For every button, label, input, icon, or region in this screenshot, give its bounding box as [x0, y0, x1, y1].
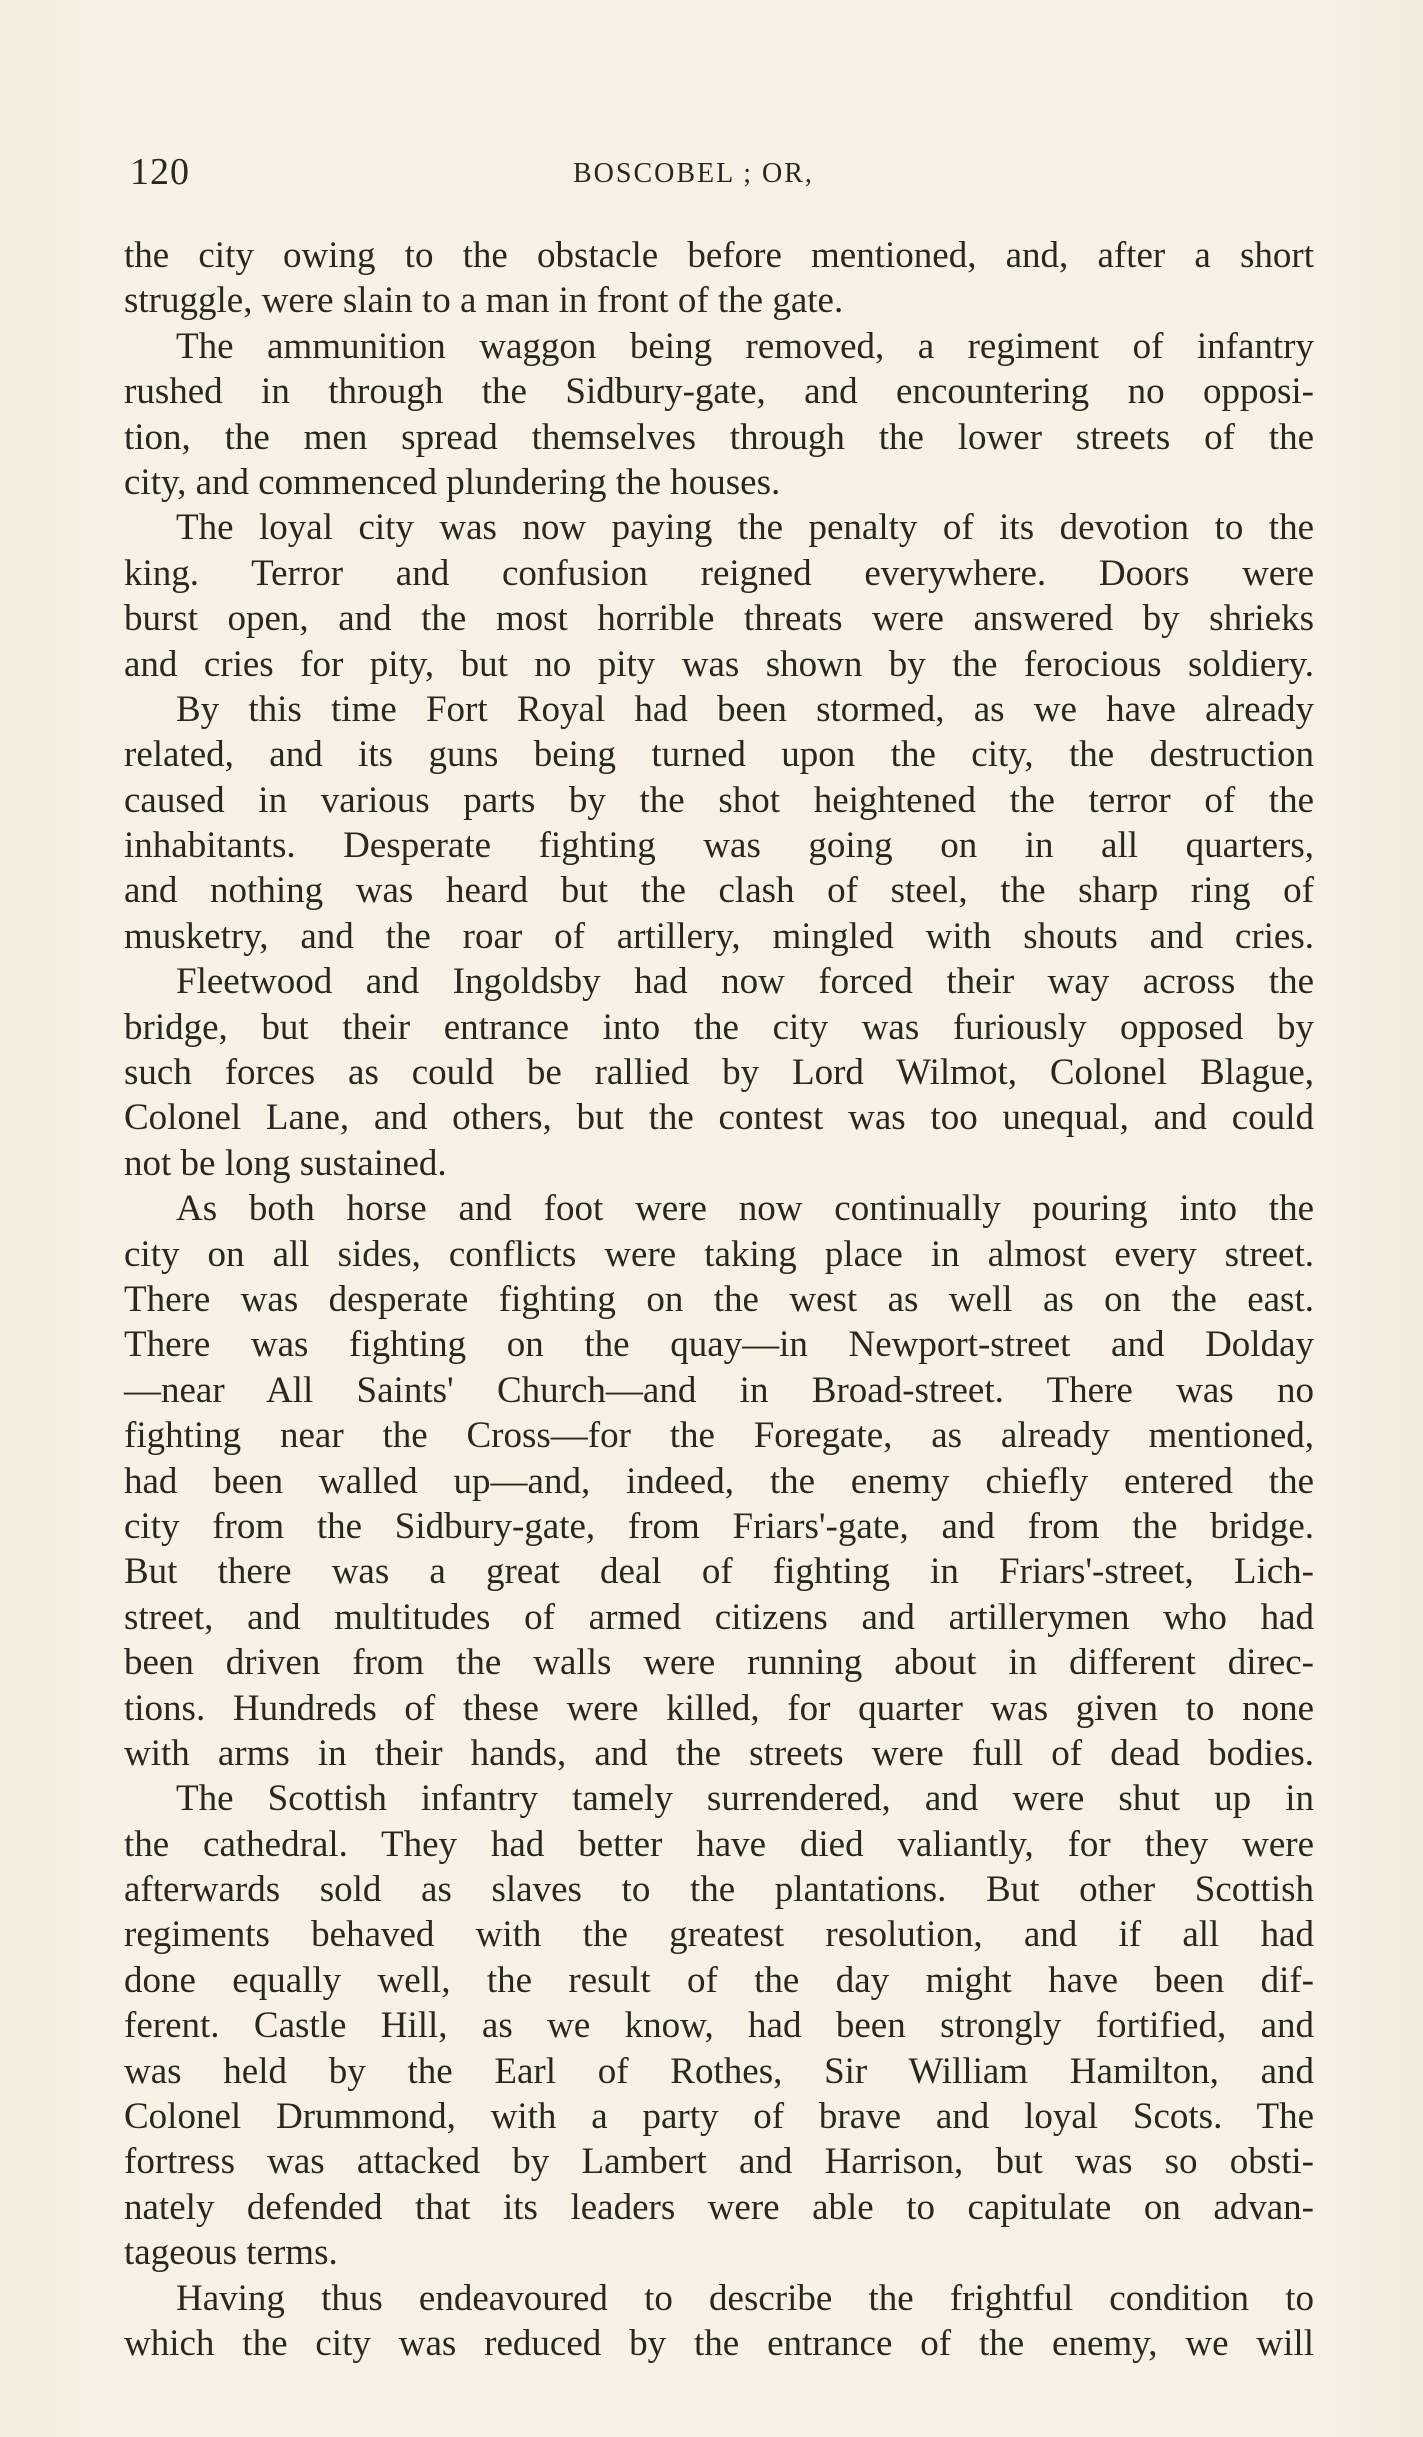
text-line: —near All Saints' Church—and in Broad-street. There was no: [124, 1369, 1314, 1411]
text-line: king. Terror and confusion reigned everywhere. Doors were: [124, 552, 1314, 594]
text-line: which the city was reduced by the entrance of the enemy, we will: [124, 2322, 1314, 2364]
text-line: rushed in through the Sidbury-gate, and encountering no opposi-: [124, 371, 1314, 413]
text-line: There was fighting on the quay—in Newport-street and Dolday: [124, 1324, 1314, 1366]
text-line: There was desperate fighting on the west as well as on the east.: [124, 1278, 1314, 1320]
text-line: with arms in their hands, and the streets were full of dead bodies.: [124, 1732, 1314, 1774]
text-line: bridge, but their entrance into the city was furiously opposed by: [124, 1006, 1314, 1048]
text-line: nately defended that its leaders were able to capitulate on advan-: [124, 2186, 1314, 2228]
page-number: 120: [130, 151, 190, 193]
text-line: But there was a great deal of fighting in Friars'-street, Lich-: [124, 1551, 1314, 1593]
text-line: afterwards sold as slaves to the plantations. But other Scottish: [124, 1869, 1314, 1911]
text-line: tageous terms.: [124, 2232, 338, 2274]
text-line: By this time Fort Royal had been stormed, as we have already: [176, 688, 1314, 730]
text-line: Colonel Lane, and others, but the contest was too unequal, and could: [124, 1097, 1314, 1139]
text-line: tions. Hundreds of these were killed, for quarter was given to none: [124, 1687, 1314, 1729]
text-line: Having thus endeavoured to describe the frightful condition to: [176, 2277, 1314, 2319]
text-line: city on all sides, conflicts were taking place in almost every street.: [124, 1233, 1314, 1275]
text-line: regiments behaved with the greatest resolution, and if all had: [124, 1914, 1314, 1956]
text-line: The loyal city was now paying the penalty of its devotion to the: [176, 507, 1314, 549]
text-line: tion, the men spread themselves through the lower streets of the: [124, 416, 1314, 458]
running-head: [130, 150, 1310, 210]
text-line: city, and commenced plundering the houses.: [124, 461, 781, 503]
text-line: The Scottish infantry tamely surrendered, and were shut up in: [176, 1778, 1314, 1820]
text-line: such forces as could be rallied by Lord Wilmot, Colonel Blague,: [124, 1052, 1314, 1094]
text-line: The ammunition waggon being removed, a regiment of infantry: [176, 325, 1314, 367]
text-line: not be long sustained.: [124, 1142, 447, 1184]
text-line: burst open, and the most horrible threats were answered by shrieks: [124, 598, 1314, 640]
text-line: done equally well, the result of the day might have been dif-: [124, 1959, 1314, 2001]
text-line: and cries for pity, but no pity was shown by the ferocious soldiery.: [124, 643, 1314, 685]
text-line: As both horse and foot were now continually pouring into the: [176, 1188, 1314, 1230]
text-line: fighting near the Cross—for the Foregate, as already mentioned,: [124, 1415, 1314, 1457]
text-line: street, and multitudes of armed citizens and artillerymen who had: [124, 1596, 1314, 1638]
text-line: had been walled up—and, indeed, the enemy chiefly entered the: [124, 1460, 1314, 1502]
text-line: caused in various parts by the shot heightened the terror of the: [124, 779, 1314, 821]
text-line: Fleetwood and Ingoldsby had now forced their way across the: [176, 961, 1314, 1003]
running-title: BOSCOBEL ; OR,: [573, 158, 814, 189]
text-line: musketry, and the roar of artillery, mingled with shouts and cries.: [124, 915, 1314, 957]
text-line: fortress was attacked by Lambert and Harrison, but was so obsti-: [124, 2141, 1314, 2183]
text-line: was held by the Earl of Rothes, Sir William Hamilton, and: [124, 2050, 1314, 2092]
text-line: city from the Sidbury-gate, from Friars'-gate, and from the bridge.: [124, 1505, 1314, 1547]
text-line: Colonel Drummond, with a party of brave and loyal Scots. The: [124, 2096, 1314, 2138]
body-text: [124, 233, 1314, 2366]
text-line: ferent. Castle Hill, as we know, had been strongly fortified, and: [124, 2005, 1314, 2047]
text-line: the city owing to the obstacle before mentioned, and, after a short: [124, 235, 1314, 276]
text-line: and nothing was heard but the clash of steel, the sharp ring of: [124, 870, 1314, 912]
text-line: been driven from the walls were running about in different direc-: [124, 1642, 1314, 1684]
text-line: inhabitants. Desperate fighting was going on in all quarters,: [124, 825, 1314, 867]
text-line: related, and its guns being turned upon the city, the destruction: [124, 734, 1314, 776]
text-line: the cathedral. They had better have died valiantly, for they were: [124, 1823, 1314, 1865]
text-line: struggle, were slain to a man in front of the gate.: [124, 280, 844, 322]
